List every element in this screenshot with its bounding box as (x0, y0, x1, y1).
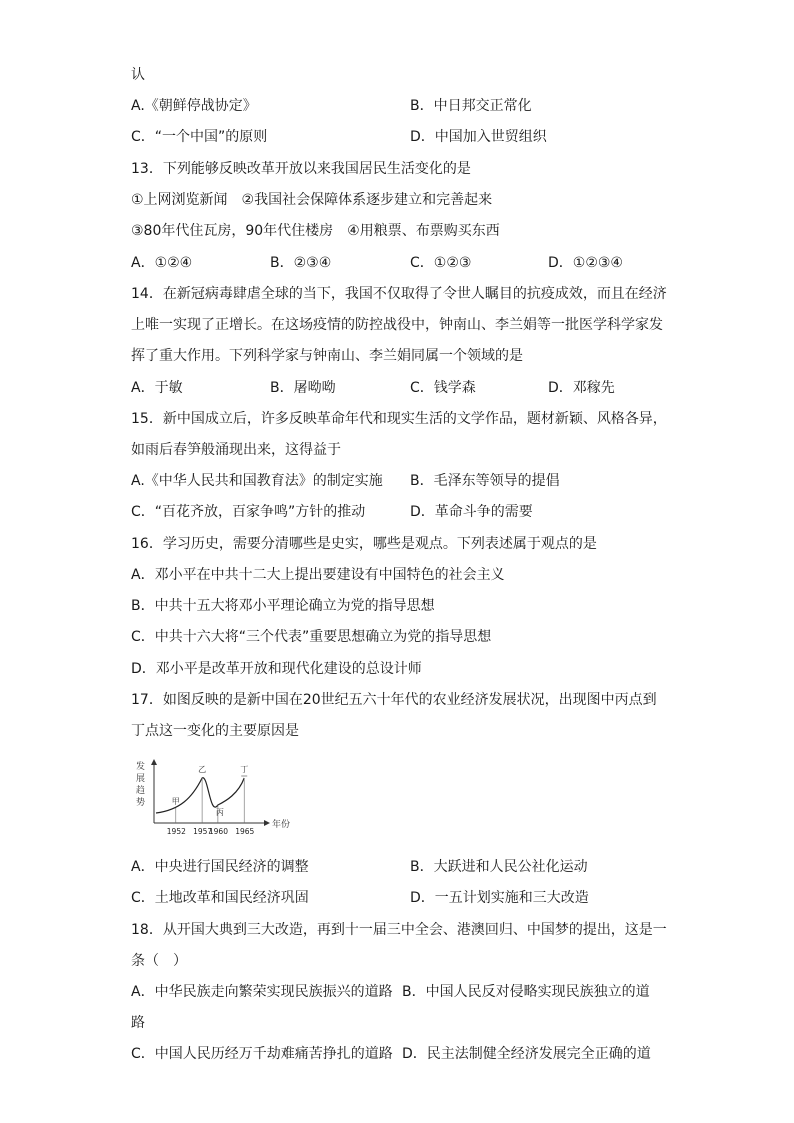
q12-continuation: 认 (131, 67, 145, 83)
y-axis-label: 势 (136, 798, 146, 808)
x-tick-label: 1952 (166, 827, 186, 836)
q14-option-a: A．于敏 (131, 380, 183, 396)
q13-items-1: ①上网浏览新闻 ②我国社会保障体系逐步建立和完善起来 (131, 192, 493, 208)
x-tick-label: 1965 (235, 827, 255, 836)
q16-option-c: C．中共十六大将“三个代表”重要思想确立为党的指导思想 (131, 629, 492, 645)
q15-option-d: D．革命斗争的需要 (410, 504, 533, 520)
q13-stem: 13．下列能够反映改革开放以来我国居民生活变化的是 (131, 161, 471, 177)
x-axis-label: 年份 (272, 820, 291, 830)
q16-option-b: B．中共十五大将邓小平理论确立为党的指导思想 (131, 598, 435, 614)
q14-stem-line-1: 14．在新冠病毒肆虐全球的当下，我国不仅取得了令世人瞩目的抗疫成效，而且在经济 (131, 286, 667, 302)
q12-option-c: C．“一个中国”的原则 (131, 129, 268, 145)
point-label: 甲 (171, 797, 180, 806)
q15-option-c: C．“百花齐放，百家争鸣”方针的推动 (131, 504, 366, 520)
q12-option-a: A.《朝鲜停战协定》 (131, 98, 257, 114)
x-tick-label: 1960 (208, 827, 228, 836)
point-label: 丁 (240, 765, 249, 774)
q14-option-c: C．钱学森 (410, 380, 476, 396)
q13-option-b: B．②③④ (270, 255, 332, 271)
q18-stem-line-1: 18．从开国大典到三大改造，再到十一届三中全会、港澳回归、中国梦的提出，这是一 (131, 922, 667, 938)
q16-stem: 16．学习历史，需要分清哪些是史实，哪些是观点。下列表述属于观点的是 (131, 536, 597, 552)
q17-stem-line-2: 丁点这一变化的主要原因是 (131, 723, 299, 739)
q18-option-d: D．民主法制健全经济发展完全正确的道 (402, 1046, 651, 1062)
q14-stem-line-2: 上唯一实现了正增长。在这场疫情的防控战役中，钟南山、李兰娟等一批医学科学家发 (131, 317, 663, 333)
economy-trend-chart (128, 755, 298, 840)
q14-stem-line-3: 挥了重大作用。下列科学家与钟南山、李兰娟同属一个领域的是 (131, 348, 523, 364)
q15-stem-line-1: 15．新中国成立后，许多反映革命年代和现实生活的文学作品，题材新颖、风格各异， (131, 411, 667, 427)
q15-stem-line-2: 如雨后春笋般涌现出来，这得益于 (131, 442, 341, 458)
q16-option-d: D．邓小平是改革开放和现代化建设的总设计师 (131, 661, 422, 677)
q13-option-a: A．①②④ (131, 255, 193, 271)
q13-option-d: D．①②③④ (548, 255, 623, 271)
q18-stem-line-2: 条（ ） (131, 953, 187, 969)
y-axis-arrow (151, 759, 157, 765)
q15-option-b: B．毛泽东等领导的提倡 (410, 473, 560, 489)
q14-option-b: B．屠呦呦 (270, 380, 336, 396)
y-axis-label: 趋 (136, 786, 146, 796)
q18-option-b: B．中国人民反对侵略实现民族独立的道 (402, 984, 650, 1000)
q18-option-a: A．中华民族走向繁荣实现民族振兴的道路 (131, 984, 393, 1000)
q18-option-c: C．中国人民历经万千劫难痛苦挣扎的道路 (131, 1046, 393, 1062)
q16-option-a: A．邓小平在中共十二大上提出要建设有中国特色的社会主义 (131, 567, 505, 583)
q12-option-b: B．中日邦交正常化 (410, 98, 532, 114)
q13-items-2: ③80年代住瓦房，90年代住楼房 ④用粮票、布票购买东西 (131, 223, 500, 239)
q14-option-d: D．邓稼先 (548, 380, 615, 396)
y-axis-label: 展 (136, 774, 146, 784)
q13-option-c: C．①②③ (410, 255, 472, 271)
q17-stem-line-1: 17．如图反映的是新中国在20世纪五六十年代的农业经济发展状况，出现图中丙点到 (131, 692, 657, 708)
q17-option-a: A．中央进行国民经济的调整 (131, 859, 309, 875)
q17-option-d: D．一五计划实施和三大改造 (410, 890, 589, 906)
x-axis-arrow (264, 820, 270, 826)
q12-option-d: D．中国加入世贸组织 (410, 129, 547, 145)
y-axis-label: 发 (136, 762, 146, 772)
point-label: 丙 (215, 808, 224, 817)
q17-option-b: B．大跃进和人民公社化运动 (410, 859, 588, 875)
trend-line (156, 778, 244, 813)
point-label: 乙 (198, 765, 207, 774)
q15-option-a: A.《中华人民共和国教育法》的制定实施 (131, 473, 383, 489)
x-tick-label: 1957 (193, 827, 213, 836)
q17-option-c: C．土地改革和国民经济巩固 (131, 890, 309, 906)
q18-option-a-wrap: 路 (131, 1015, 145, 1031)
